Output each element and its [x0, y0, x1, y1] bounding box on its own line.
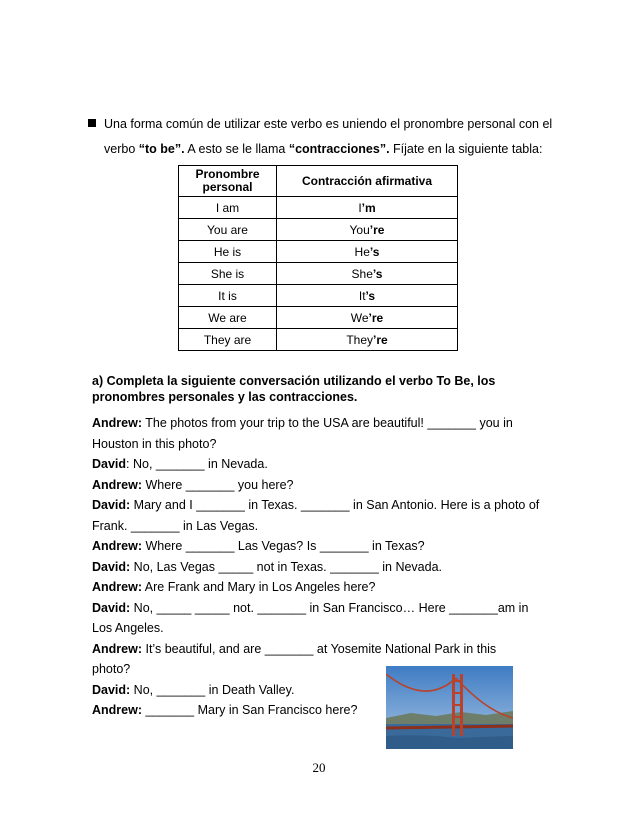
dialog-text: : No, _______ in Nevada.: [126, 457, 268, 471]
contraction-base: It: [358, 288, 366, 303]
intro-text: A esto se le llama: [184, 142, 289, 156]
bridge-illustration: [386, 666, 513, 749]
speaker-label: Andrew:: [92, 641, 142, 656]
intro-text: Fíjate en la siguiente tabla:: [389, 142, 543, 156]
exercise-title: [92, 373, 552, 405]
contraction-suffix: ’s: [372, 266, 383, 281]
dialog-text: Frank. _______ in Las Vegas.: [92, 518, 259, 533]
contraction-cell: [277, 329, 458, 351]
contraction-cell: [277, 241, 458, 263]
pronoun-cell: You are: [179, 219, 277, 241]
contraction-base: You: [349, 222, 370, 237]
dialog-text: Where _______ you here?: [142, 477, 294, 492]
intro-paragraph: [104, 112, 574, 162]
intro-line-2: [104, 137, 574, 162]
water-shadow: [386, 735, 513, 749]
table-row: [179, 241, 458, 263]
contraction-cell: [277, 307, 458, 329]
header-pronombre: Pronombre personal: [179, 166, 277, 197]
pronoun-cell: He is: [179, 241, 277, 263]
table-row: [179, 263, 458, 285]
speaker-label: David:: [92, 498, 131, 512]
contraction-base: She: [351, 266, 373, 281]
table-row: [179, 219, 458, 241]
dialog-text: photo?: [92, 662, 131, 676]
intro-text: verbo: [104, 142, 139, 156]
dialog-line: [92, 598, 552, 619]
exercise-title-line-2: pronombres personales y las contracciones.: [92, 390, 358, 404]
intro-to-be: “to be”.: [138, 142, 185, 156]
dialog-line: [92, 639, 552, 660]
speaker-label: Andrew:: [92, 477, 142, 492]
speaker-label: Andrew:: [92, 539, 142, 553]
bridge-deck: [386, 726, 513, 728]
contraction-cell: [277, 197, 458, 219]
intro-contracciones: “contracciones”.: [288, 142, 390, 156]
dialog-line: [92, 434, 552, 455]
dialog-text: No, Las Vegas _____ not in Texas. _______ in Nevada.: [130, 559, 443, 574]
tower-brace: [452, 680, 463, 682]
speaker-label: Andrew:: [92, 703, 142, 717]
contraction-suffix: ’m: [361, 200, 376, 215]
tower-brace: [452, 692, 463, 694]
contraction-cell: [277, 219, 458, 241]
dialog-line: [92, 516, 552, 537]
pronoun-cell: I am: [179, 197, 277, 219]
tower-brace: [452, 716, 463, 718]
dialog-text: It’s beautiful, and are _______ at Yosemite National Park in this: [142, 641, 497, 656]
bullet-square-icon: [88, 119, 96, 127]
pronoun-cell: She is: [179, 263, 277, 285]
speaker-label: Andrew:: [92, 580, 142, 594]
dialog-text: Mary and I _______ in Texas. _______ in San Antonio. Here is a photo of: [130, 498, 540, 512]
speaker-label: David:: [92, 559, 131, 574]
pronoun-cell: We are: [179, 307, 277, 329]
dialog-line: [92, 618, 552, 639]
table-row: [179, 307, 458, 329]
dialog-text: No, _______ in Death Valley.: [130, 682, 295, 697]
dialog-text: Los Angeles.: [92, 621, 164, 635]
dialog-text: Houston in this photo?: [92, 436, 217, 451]
page-number: 20: [312, 760, 326, 775]
contraction-base: We: [350, 310, 369, 325]
dialog-line: [92, 413, 552, 434]
exercise-title-line-1: a) Completa la siguiente conversación utilizando el verbo To Be, los: [92, 374, 496, 388]
dialog-text: _______ Mary in San Francisco here?: [142, 703, 358, 717]
table-header-row: [179, 166, 458, 197]
dialog-line: [92, 557, 552, 578]
table-row: [179, 285, 458, 307]
speaker-label: David:: [92, 600, 131, 615]
dialog-text: Are Frank and Mary in Los Angeles here?: [142, 580, 376, 594]
contraction-cell: [277, 263, 458, 285]
intro-line-1: Una forma común de utilizar este verbo es uniendo el pronombre personal con el: [104, 117, 553, 131]
table-row: [179, 197, 458, 219]
contraction-suffix: ’s: [365, 288, 376, 303]
contraction-suffix: ’s: [369, 244, 380, 259]
speaker-label: Andrew:: [92, 416, 142, 430]
contraction-suffix: ’re: [369, 222, 385, 237]
contraction-base: They: [346, 332, 373, 347]
pronoun-cell: They are: [179, 329, 277, 351]
dialog-text: The photos from your trip to the USA are beautiful! _______ you in: [142, 416, 513, 430]
golden-gate-bridge-photo: [386, 666, 513, 749]
pronoun-cell: It is: [179, 285, 277, 307]
contraction-base: I: [358, 200, 362, 215]
dialog-line: [92, 495, 552, 516]
speaker-label: David: [92, 457, 127, 471]
header-contraccion: Contracción afirmativa: [277, 166, 458, 197]
dialog-line: [92, 454, 552, 475]
contractions-table: [178, 165, 458, 351]
table-row: [179, 329, 458, 351]
dialog-text: No, _____ _____ not. _______ in San Francisco… Here _______am in: [130, 600, 529, 615]
dialog-line: [92, 536, 552, 557]
speaker-label: David:: [92, 682, 131, 697]
contraction-suffix: ’re: [373, 332, 388, 347]
dialog-line: [92, 577, 552, 598]
contraction-suffix: ’re: [368, 310, 384, 325]
dialog-text: Where _______ Las Vegas? Is _______ in Texas?: [142, 539, 425, 553]
tower-brace: [452, 704, 463, 706]
contraction-base: He: [354, 244, 370, 259]
contraction-cell: [277, 285, 458, 307]
dialog-line: [92, 475, 552, 496]
